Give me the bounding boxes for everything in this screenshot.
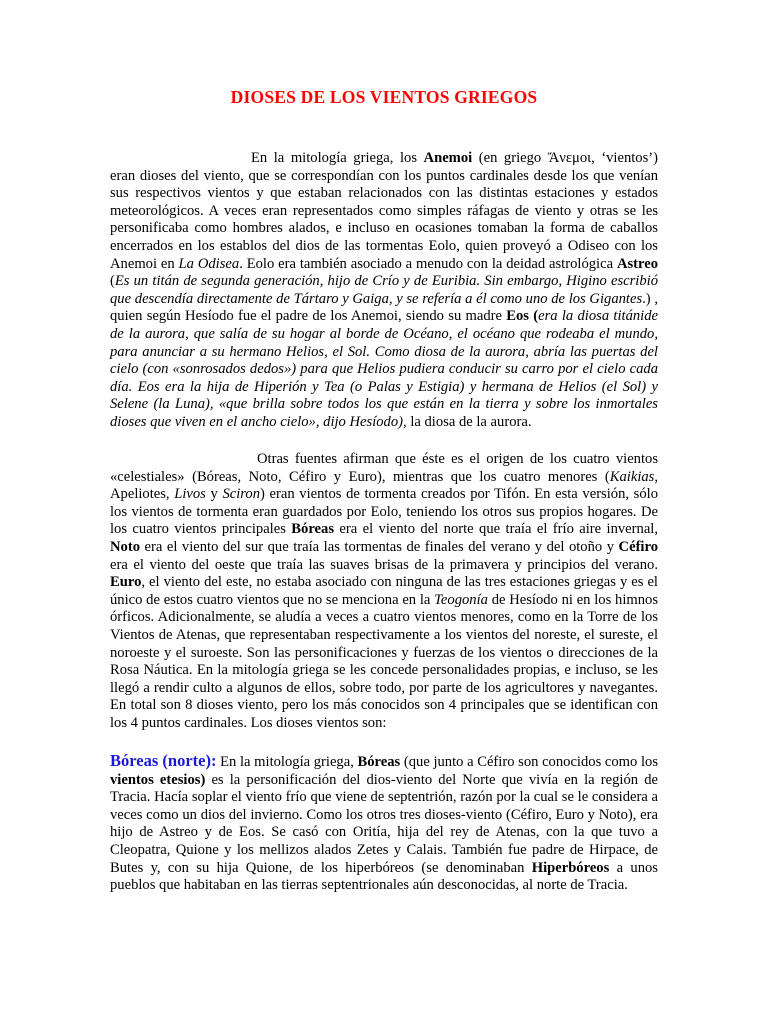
text-run: (que junto a Céfiro son conocidos como los xyxy=(400,754,659,770)
text-run: la diosa de la aurora. xyxy=(406,413,532,430)
italic-text: era la diosa titánide de la aurora, que salía de su hogar al borde de Océano, el océano que rodeaba el mundo, para anunciar a su hermano Helios, el Sol. Como diosa de la aurora, abría las puertas del cielo (con «sonrosados dedos») para que Helios pudiera conducir su carro por el cielo cada día. Eos era la hija de Hiperión y Tea (o Palas y Estigia) y hermana de Helios (el Sol) y Selene (la Luna), «que brilla sobre todos los que están en la tierra y sobre los inmortales dioses que viven en el ancho cielo», dijo Hesíodo), xyxy=(110,308,659,430)
text-run: era el viento del oeste que traía las suaves brisas de la primavera y principios del verano. xyxy=(110,556,658,573)
text-run: ) eran vientos de tormenta creados por Tifón. En esta versión, sólo los vientos de tormenta eran guardados por Eolo, teniendo los otros sus propios hogares. De los cuatro vientos principales xyxy=(110,486,659,538)
bold-text: Astreo xyxy=(616,255,659,272)
bold-text: vientos etesios) xyxy=(110,771,206,788)
bold-text: Noto xyxy=(110,538,140,555)
italic-text: Es un titán de segunda generación, hijo de Crío y de Euribia. Sin embargo, Higino escribió que descendía directamente de Tártaro y Gaiga, y se refería a él como uno de los Gigantes xyxy=(110,273,658,307)
paragraph-anemoi xyxy=(110,150,658,432)
text-run: de Hesíodo ni en los himnos órficos. Adicionalmente, se aludía a veces a cuatro vientos menores, como en la Torre de los Vientos de Atenas, que representaban respectivamente a los vientos del noreste, el sureste, el noroeste y el suroeste. Son las personificaciones y fuerzas de los vientos o direcciones de la Rosa Náutica. En la mitología griega se les concede personalidades propias, e incluso, se les llegó a rendir culto a algunos de ellos, sobre todo, por parte de los agricultores y navegantes. En total son 8 dioses viento, pero los más conocidos son 4 principales que se identifican con los 4 puntos cardinales. Los dioses vientos son: xyxy=(110,591,658,731)
paragraph-otras-fuentes xyxy=(110,451,658,733)
text-run: En la mitología griega, xyxy=(216,754,358,770)
bold-text: Bóreas xyxy=(291,521,334,538)
text-run: En la mitología griega, los xyxy=(251,150,424,166)
text-run: . Eolo era también asociado a menudo con la deidad astrológica xyxy=(239,255,617,272)
italic-text: Livos xyxy=(174,486,206,503)
text-run: .) , quien según Hesíodo fue el padre de los Anemoi, siendo su madre xyxy=(110,290,658,325)
italic-text: Teogonía xyxy=(434,591,488,608)
bold-text: Euro xyxy=(110,574,142,591)
text-run: a unos pueblos que habitaban en las tierras septentrionales aún desconocidas, al norte de Tracia. xyxy=(110,859,658,894)
bold-text: Anemoi xyxy=(423,150,473,166)
text-run: era el viento del norte que traía el frío aire invernal, xyxy=(334,521,658,538)
italic-text: Sciron xyxy=(222,486,261,503)
text-run: es la personificación del dios-viento del Norte que vivía en la región de Tracia. Hacía soplar el viento frío que viene de septentrión, razón por la cual se le considera a veces como un dios del invierno. Como los otros tres dioses-viento (Céfiro, Euro y Noto), era hijo de Astreo y de Eos. Se casó con Oritía, hija del rey de Atenas, con la que tuvo a Cleopatra, Quione y los mellizos alados Zetes y Calais. También fue padre de Hirpace, de Butes y, con su hija Quione, de los hiperbóreos (se denominaban xyxy=(110,771,658,876)
text-run: Otras fuentes afirman que éste es el origen de los cuatro vientos «celestiales» (Bóreas, Noto, Céfiro y Euro), mientras que los cuatro menores ( xyxy=(110,451,658,485)
italic-text: La Odisea xyxy=(178,255,240,272)
document-title: DIOSES DE LOS VIENTOS GRIEGOS xyxy=(230,87,538,107)
text-run: , el viento del este, no estaba asociado con ninguna de las tres estaciones griegas y es el único de estos cuatro vientos que no se menciona en la xyxy=(110,574,658,608)
text-run: era el viento del sur que traía las tormentas de finales del verano y del otoño y xyxy=(140,538,619,555)
text-run: ( xyxy=(110,273,115,290)
text-run: y xyxy=(205,486,223,503)
boreas-body xyxy=(110,754,658,893)
bold-text: Bóreas xyxy=(357,754,401,770)
text-run: (en griego Ἄνεμοι, ‘vientos’) eran dioses del viento, que se correspondían con los puntos cardinales desde los que venían sus respectivos vientos y que estaban relacionados con las distintas estaciones y estados meteorológicos. A veces eran representados como simples ráfagas de viento y otras se les personificaba como hombres alados, e incluso en ocasiones tomaban la forma de caballos encerrados en los establos del dios de las tormentas Eolo, quien proveyó a Odiseo con los Anemoi en xyxy=(110,150,658,272)
bold-text: Céfiro xyxy=(618,538,658,555)
paragraph-boreas xyxy=(110,752,658,895)
bold-text: Eos ( xyxy=(506,308,539,325)
boreas-heading: Bóreas (norte): xyxy=(110,751,217,770)
bold-text: Hiperbóreos xyxy=(531,859,610,876)
text-run: , Apeliotes, xyxy=(110,468,658,503)
italic-text: Kaikias xyxy=(609,468,655,485)
